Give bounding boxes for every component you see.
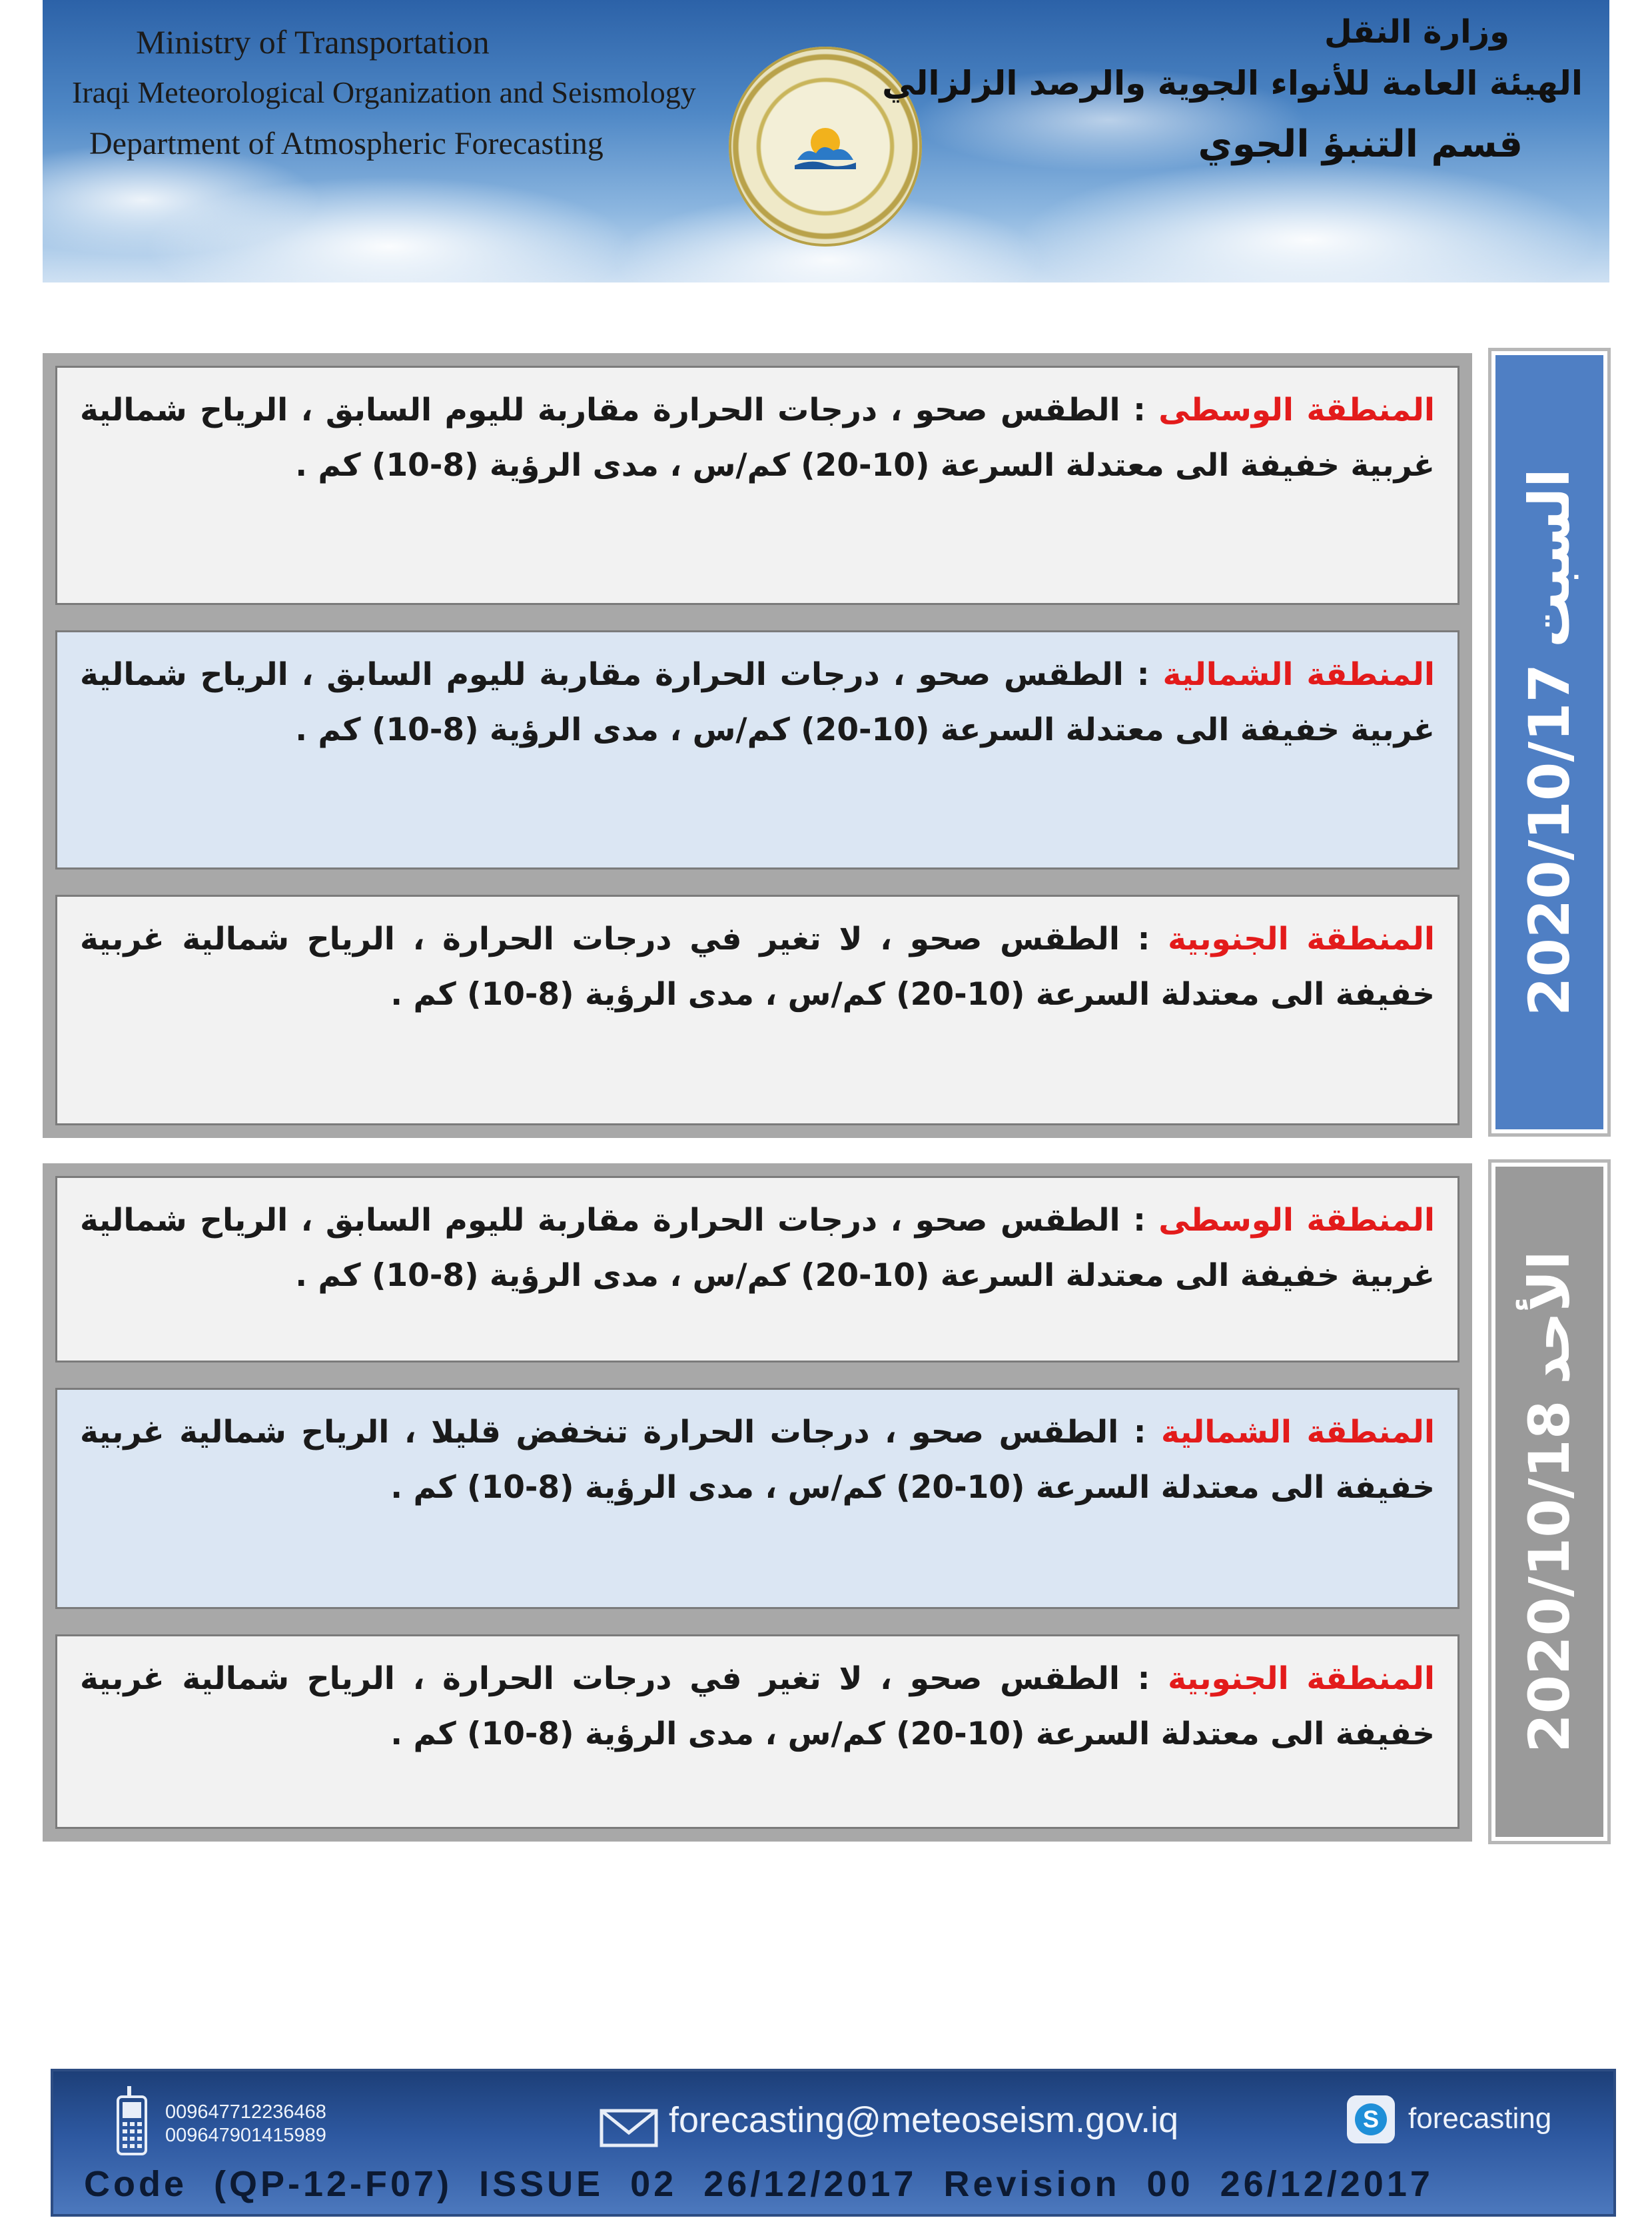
department-name-en: Department of Atmospheric Forecasting <box>89 126 604 161</box>
region-forecast <box>55 1176 1459 1363</box>
region-forecast-text: الطقس صحو ، درجات الحرارة مقاربة لليوم السابق ، الرياح شمالية غربية خفيفة الى معتدلة السرعة (10-20) كم/س ، مدى الرؤية (8-10) كم . <box>80 1202 1435 1294</box>
document-code-line: Code (QP-12-F07) ISSUE 02 26/12/2017 Revision 00 26/12/2017 <box>84 2164 1434 2204</box>
date-label <box>1517 460 1582 1024</box>
organization-name-en: Iraqi Meteorological Organization and Seismology <box>72 75 696 109</box>
region-forecast <box>55 630 1459 869</box>
region-name: المنطقة الجنوبية <box>1168 1660 1435 1697</box>
phone-number: 009647712236468 <box>165 2101 326 2123</box>
date-bar-fill <box>1495 1167 1603 1837</box>
region-box-north <box>43 618 1472 882</box>
region-forecast-text: الطقس صحو ، درجات الحرارة مقاربة لليوم السابق ، الرياح شمالية غربية خفيفة الى معتدلة السرعة (10-20) كم/س ، مدى الرؤية (8-10) كم . <box>80 392 1435 484</box>
ministry-name-ar: وزارة النقل <box>1324 13 1509 51</box>
footer-contact-bar <box>51 2069 1616 2217</box>
region-forecast <box>55 895 1459 1125</box>
date-value: 2020/10/18 <box>1517 1400 1582 1753</box>
region-name: المنطقة الجنوبية <box>1168 921 1435 957</box>
organization-name-ar: الهيئة العامة للأنواء الجوية والرصد الزلزالي <box>882 64 1583 103</box>
region-separator: : <box>1133 392 1146 428</box>
date-label <box>1517 1243 1582 1760</box>
day-name: السبت <box>1517 468 1582 648</box>
region-name: المنطقة الوسطى <box>1158 1202 1435 1239</box>
phone-numbers <box>165 2101 326 2147</box>
region-separator: : <box>1137 1660 1150 1697</box>
region-separator: : <box>1133 1414 1146 1450</box>
ministry-name-en: Ministry of Transportation <box>136 23 490 61</box>
region-name: المنطقة الوسطى <box>1158 392 1435 428</box>
date-bar-day1 <box>1488 348 1611 1137</box>
date-bar-fill <box>1495 355 1603 1129</box>
region-box-central <box>43 353 1472 618</box>
svg-text:S: S <box>1362 2105 1380 2133</box>
sun-cloud-icon <box>792 120 859 173</box>
region-forecast-text: الطقس صحو ، لا تغير في درجات الحرارة ، الرياح شمالية غربية خفيفة الى معتدلة السرعة (10-20) كم/س ، مدى الرؤية (8-10) كم . <box>80 1660 1435 1752</box>
region-box-central <box>43 1163 1472 1375</box>
region-separator: : <box>1136 656 1150 693</box>
day-name: الأحد <box>1517 1251 1582 1385</box>
header-banner <box>43 0 1609 282</box>
department-name-ar: قسم التنبؤ الجوي <box>1198 123 1523 166</box>
region-separator: : <box>1133 1202 1146 1239</box>
region-separator: : <box>1137 921 1150 957</box>
region-forecast <box>55 1634 1459 1829</box>
region-forecast-text: الطقس صحو ، لا تغير في درجات الحرارة ، الرياح شمالية غربية خفيفة الى معتدلة السرعة (10-20) كم/س ، مدى الرؤية (8-10) كم . <box>80 921 1435 1013</box>
date-bar-day2 <box>1488 1159 1611 1844</box>
region-forecast-text: الطقس صحو ، درجات الحرارة تنخفض قليلا ، الرياح شمالية غربية خفيفة الى معتدلة السرعة (10-20) كم/س ، مدى الرؤية (8-10) كم . <box>80 1414 1435 1506</box>
email-address[interactable]: forecasting@meteoseism.gov.iq <box>669 2100 1179 2140</box>
skype-username[interactable]: forecasting <box>1408 2102 1552 2135</box>
region-forecast <box>55 1388 1459 1609</box>
skype-icon <box>1346 2094 1396 2145</box>
region-name: المنطقة الشمالية <box>1160 1414 1436 1450</box>
region-forecast <box>55 366 1459 605</box>
region-forecast-text: الطقس صحو ، درجات الحرارة مقاربة لليوم السابق ، الرياح شمالية غربية خفيفة الى معتدلة السرعة (10-20) كم/س ، مدى الرؤية (8-10) كم . <box>80 656 1435 748</box>
email-envelope-icon <box>600 2109 658 2147</box>
region-box-south <box>43 1622 1472 1842</box>
region-box-south <box>43 882 1472 1138</box>
phone-number: 009647901415989 <box>165 2125 326 2146</box>
region-box-north <box>43 1375 1472 1622</box>
date-value: 2020/10/17 <box>1517 664 1582 1016</box>
region-name: المنطقة الشمالية <box>1162 656 1435 693</box>
mobile-phone-icon <box>117 2086 147 2155</box>
